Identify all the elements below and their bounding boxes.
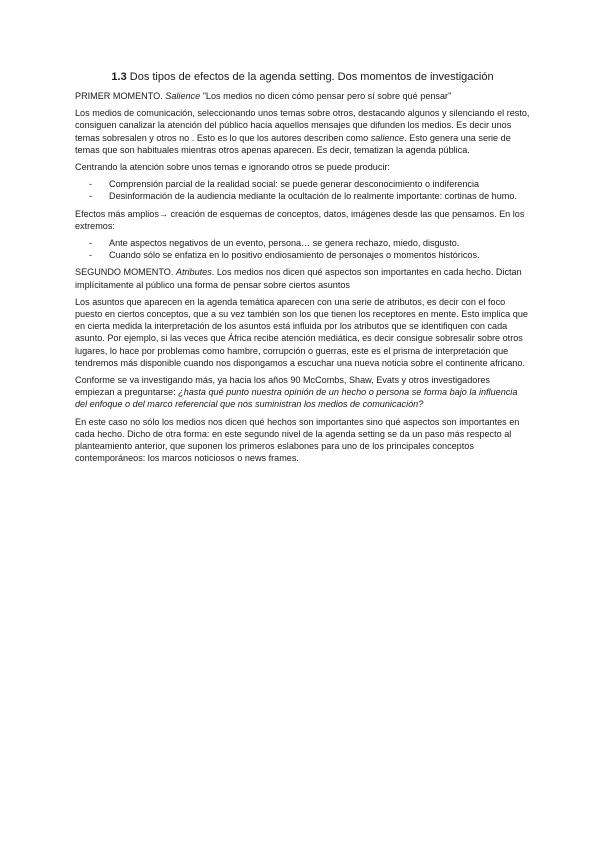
primer-momento-quote: "Los medios no dicen cómo pensar pero sí sobre qué pensar" xyxy=(200,91,452,101)
segundo-momento-heading xyxy=(75,266,530,290)
paragraph-conforme-text: Conforme se va investigando más, ya hacia los años 90 McCombs, Shaw, Evats y otros investigadores empiezan a preguntarse: xyxy=(75,375,490,398)
list-item xyxy=(75,249,530,261)
dash-bullet: - xyxy=(89,191,93,202)
dash-bullet: - xyxy=(89,250,93,261)
segundo-momento-label: SEGUNDO MOMENTO. xyxy=(75,267,176,278)
dash-bullet: - xyxy=(89,179,93,190)
paragraph-conforme xyxy=(75,374,530,411)
paragraph-salience xyxy=(75,107,530,156)
primer-momento-label: PRIMER MOMENTO. xyxy=(75,91,166,101)
list-item xyxy=(75,237,530,249)
paragraph-atributos: Los asuntos que aparecen en la agenda temática aparecen con una serie de atributos, es decir con el foco puesto en ciertos conceptos, que a su vez también son los que tienen los receptores en mente. Esto implica que en cierta medida la interpretación de los asuntos está influida por los atributos que se identifiquen con cada asunto. Por ejemplo, si las veces que África recibe atención mediática, es decir consigue sobresalir sobre otros lugares, lo hace por problemas como hambre, corrupción o guerras, este es el prisma de interpretación que tendremos más disponible cuando nos dispongamos a escuchar una nueva noticia sobre el continente africano. xyxy=(75,296,528,368)
list-item-text: Cuando sólo se enfatiza en lo positivo endiosamiento de personajes o momentos históricos. xyxy=(109,250,480,261)
primer-momento-heading xyxy=(75,90,530,102)
section-title-text: Dos tipos de efectos de la agenda setting. Dos momentos de investigación xyxy=(126,71,494,83)
effects-list xyxy=(75,178,530,202)
salience-term: Salience xyxy=(165,91,201,101)
document-page xyxy=(75,70,530,469)
salience-italic: salience xyxy=(370,132,405,143)
list-item xyxy=(75,190,530,202)
list-item xyxy=(75,178,530,190)
paragraph-centrando: Centrando la atención sobre unos temas e ignorando otros se puede producir: xyxy=(75,162,390,173)
section-number: 1.3 xyxy=(111,71,127,83)
paragraph-salience-part2: . Esto genera una serie de temas que son habituales mientras otros apenas aparecen. Es decir, tematizan la agenda pública. xyxy=(75,132,511,155)
paragraph-conclusion: En este caso no sólo los medios nos dicen qué hechos son importantes sino qué aspectos son importantes en cada hecho. Dicho de otra forma: en este segundo nivel de la agenda setting se da un paso más respecto al planteamiento anterior, que suponen los primeros eslabones para uno de los principales conceptos contemporáneos: los marcos noticiosos o news frames. xyxy=(75,416,520,464)
atributes-term: Atributes xyxy=(175,267,212,278)
list-item-text: Comprensión parcial de la realidad social: se puede generar desconocimiento o indiferencia xyxy=(109,179,480,190)
segundo-momento-text: . Los medios nos dicen qué aspectos son importantes en cada hecho. Dictan implícitamente al público una forma de pensar sobre ciertos asuntos xyxy=(75,267,522,290)
list-item-text: Desinformación de la audiencia mediante la ocultación de lo realmente importante: cortinas de humo. xyxy=(109,191,517,202)
paragraph-salience-part1: Los medios de comunicación, seleccionando unos temas sobre otros, destacando algunos y silenciando el resto, consiguen canalizar la atención del público hacia aquellos mensajes que difunden los medios. Es decir unos temas sobresalen y otros no . Esto es lo que los autores describen como xyxy=(75,108,530,143)
dash-bullet: - xyxy=(89,238,93,249)
paragraph-efectos: Efectos más amplios→ creación de esquemas de conceptos, datos, imágenes desde las que pensamos. En los extremos: xyxy=(75,208,525,231)
research-question: ¿hasta qué punto nuestra opinión de un hecho o persona se forma bajo la influencia del enfoque o del marco referencial que nos suministran los medios de comunicación? xyxy=(75,387,518,410)
extremes-list xyxy=(75,237,530,261)
section-title xyxy=(75,70,530,84)
list-item-text: Ante aspectos negativos de un evento, persona… se genera rechazo, miedo, disgusto. xyxy=(109,238,460,249)
